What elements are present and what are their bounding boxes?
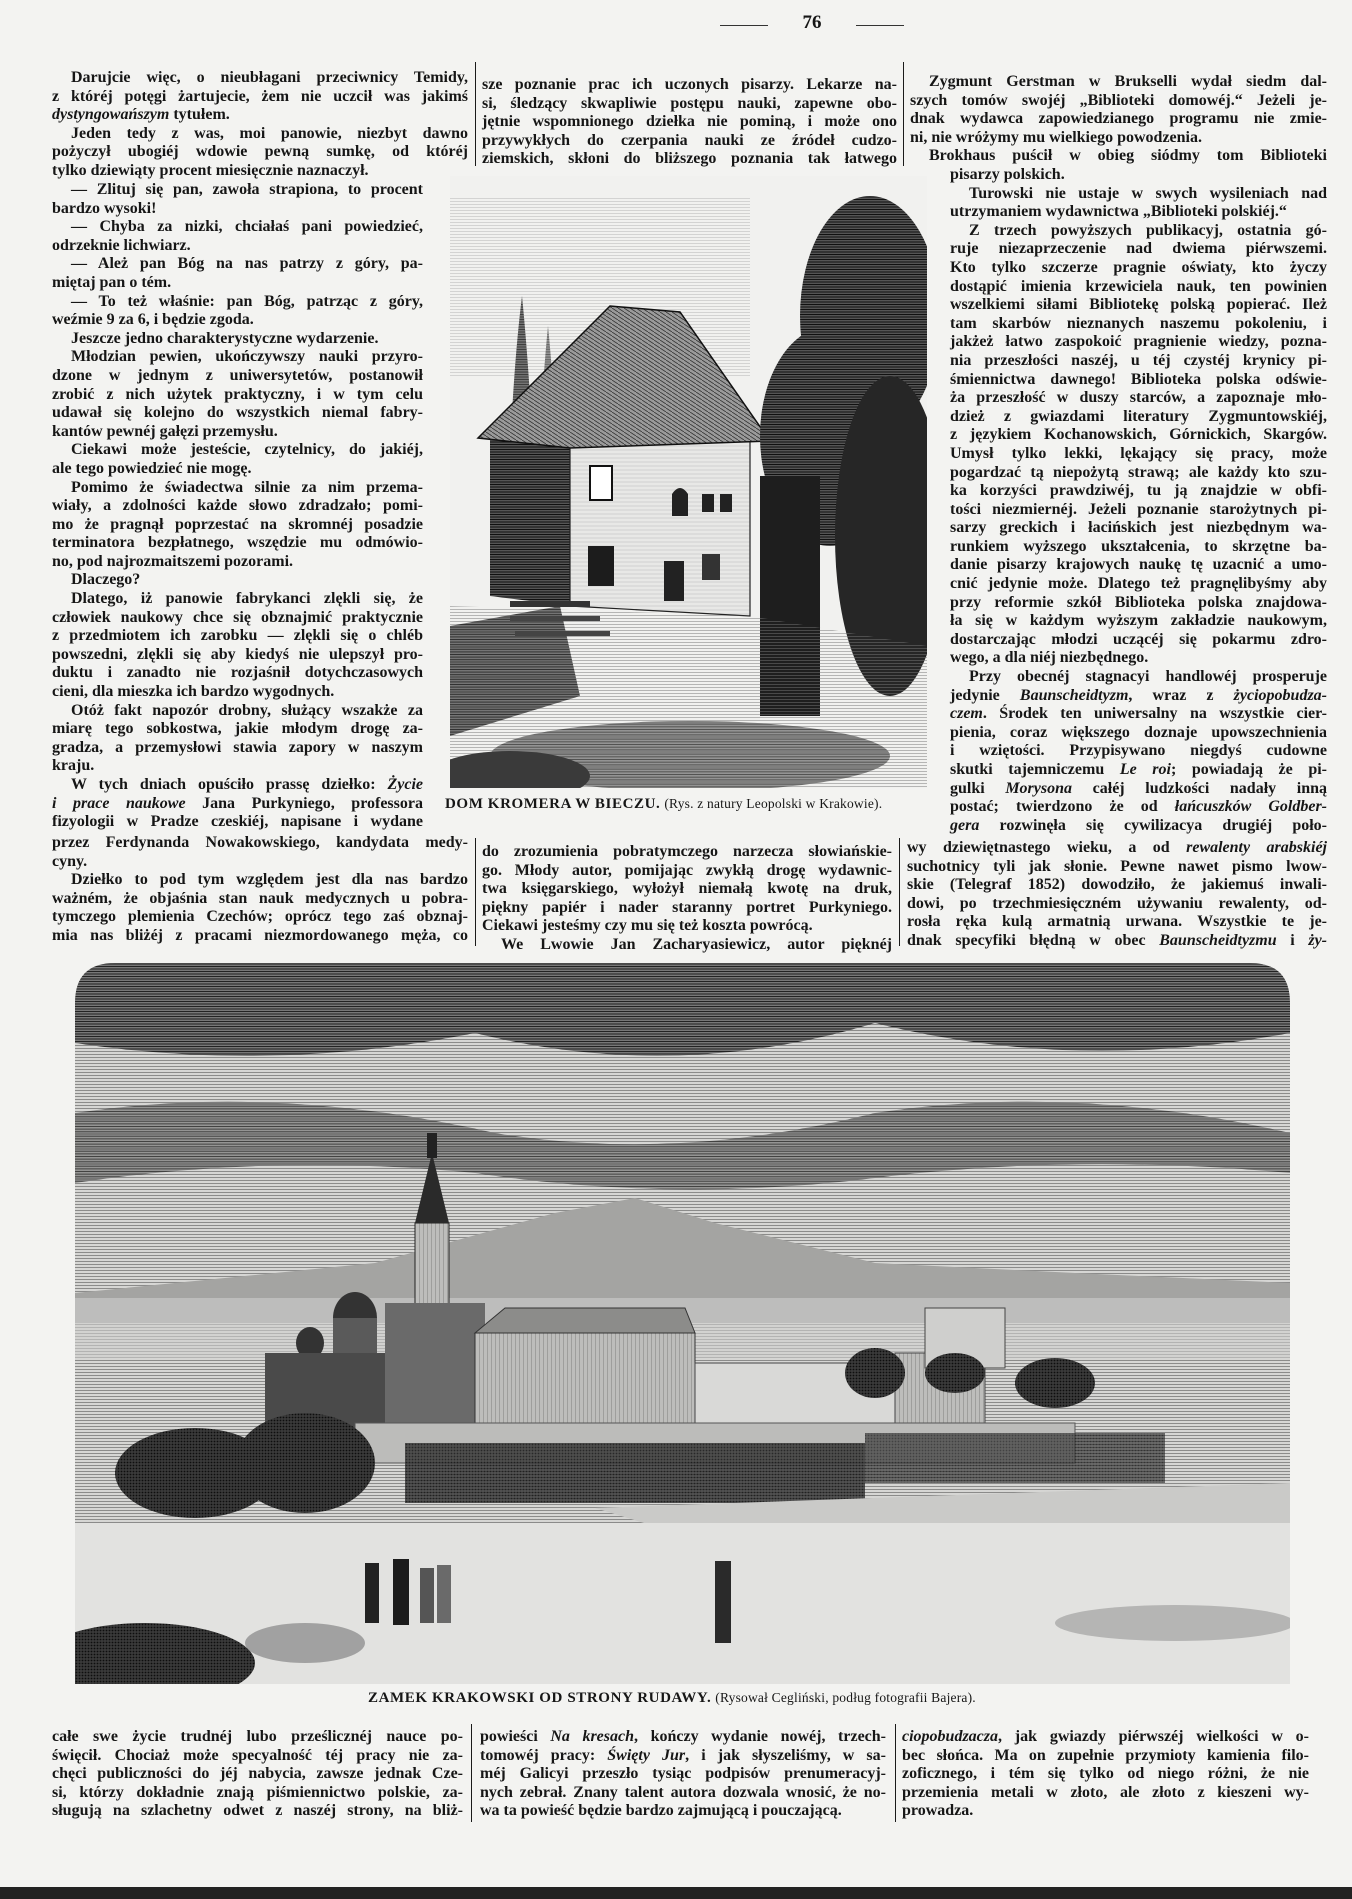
text-line: [902, 1747, 1309, 1766]
text-run: sze poznanie prac ich uczonych pisarzy. Lekarze na-: [482, 76, 897, 93]
text-run: Kto tylko szczerze pragnie oświaty, kto życzy: [950, 258, 1327, 276]
text-line: [52, 534, 423, 553]
text-line: [52, 311, 423, 330]
castle-engraving: [75, 963, 1290, 1684]
italic-text: życiopobudza-: [1233, 686, 1327, 704]
text-run: Młodzian pewien, ukończywszy nauki przyro-: [71, 348, 423, 366]
scan-edge: [0, 1887, 1352, 1899]
text-line: [907, 876, 1327, 895]
italic-text: i prace naukowe: [52, 794, 186, 812]
text-line: [52, 683, 423, 702]
text-run: tytułem.: [169, 106, 230, 124]
text-run: ża przeszłość w duszy starców, a zapoznaje mło-: [950, 389, 1327, 407]
text-line: [907, 839, 1327, 858]
text-run: , jak gwiazdy piérwszéj wielkości w o-: [998, 1728, 1309, 1745]
text-line: [52, 143, 468, 162]
text-line: [950, 352, 1327, 371]
text-line: [950, 259, 1327, 278]
page-number: 76: [802, 12, 822, 33]
text-line: [482, 843, 892, 862]
text-line: [52, 795, 423, 814]
text-run: skutki tajemniczemu: [950, 761, 1120, 778]
text-line: [52, 720, 423, 739]
text-run: jętnie wspomnionego dziełka nie pominą, i może ono: [482, 113, 897, 131]
text-line: [950, 687, 1327, 706]
text-run: Dlaczego?: [71, 571, 141, 589]
text-run: Ciekawi może jesteście, czytelnicy, do jakiéj,: [71, 441, 423, 459]
text-run: . Środek ten uniwersalny na wszystkie cier-: [982, 705, 1327, 723]
text-run: sługują na szlachetny odwet z naszéj strony, na bliż-: [52, 1802, 463, 1820]
text-line: [950, 649, 1327, 668]
text-run: bardzo wysoki!: [52, 199, 157, 217]
text-run: pożyczył ubogiéj wdowie pewną sumkę, od któréj: [52, 143, 468, 161]
text-run: We Lwowie Jan Zacharyasiewicz, autor pięknéj: [501, 935, 892, 953]
text-run: gradza, a przemysłowi stawia zapory w naszym: [52, 738, 423, 756]
text-line: [950, 389, 1327, 408]
text-run: tylko dziewiąty procent miesięcznie naznaczył.: [52, 161, 369, 179]
text-run: tam skarbów nieznanych naszemu pokoleniu, i: [950, 314, 1327, 332]
text-line: [902, 1802, 1309, 1821]
text-run: Jana Purkyniego, professora: [185, 794, 423, 812]
text-run: mia nas bliżéj z pracami niezmordowanego męża, co: [52, 926, 468, 944]
text-run: , wraz z: [1128, 686, 1234, 704]
text-run: dostąpić imienia krzewiciela nauk, ten powinien: [950, 277, 1327, 295]
column-divider: [475, 838, 476, 946]
text-run: i: [1276, 931, 1309, 949]
text-line: [950, 538, 1327, 557]
text-run: cieni, dla mieszka ich bardzo wygodnych.: [52, 683, 335, 701]
text-line: [480, 1728, 886, 1747]
text-line: [482, 899, 892, 918]
text-run: miarę tego sobkostwa, jakie młodym drogę za-: [52, 720, 423, 738]
text-run: — To też właśnie: pan Bóg, patrząc z góry,: [71, 292, 423, 310]
text-run: skie (Telegraf 1852) dowodziło, że jakiemuś inwali-: [907, 876, 1327, 894]
text-line: [52, 1802, 463, 1821]
text-line: [52, 274, 423, 293]
text-run: człowiek naukowy chce się obznajmić praktycznie: [52, 608, 423, 626]
text-run: pisarzy polskich.: [950, 166, 1065, 183]
text-line: [52, 255, 423, 274]
text-line: [52, 609, 423, 628]
text-run: jedynie: [950, 686, 1020, 704]
text-line: [52, 441, 423, 460]
text-run: Ciekawi jesteśmy czy mu się też koszta powrócą.: [482, 917, 813, 935]
text-line: [910, 92, 1327, 111]
text-run: postać; twierdzono że od: [950, 798, 1175, 816]
text-run: — Zlituj się pan, zawoła strapiona, to procent: [71, 181, 423, 198]
text-line: [52, 813, 423, 832]
text-line: [52, 460, 423, 479]
text-line: [52, 908, 468, 927]
text-line: [482, 95, 897, 114]
text-line: [950, 296, 1327, 315]
text-run: Umysł tylko lekki, lękający się pracy, może: [950, 444, 1327, 462]
text-line: [950, 798, 1327, 817]
text-line: [482, 113, 897, 132]
italic-text: dystyngowańszym: [52, 106, 170, 124]
text-run: rosła ręka kulą armatnią urwana. Wszystkie te je-: [907, 913, 1327, 931]
castle-caption-title: ZAMEK KRAKOWSKI OD STRONY RUDAWY.: [368, 1690, 712, 1706]
text-line: [52, 386, 423, 405]
text-line: [482, 917, 892, 936]
text-line: [950, 185, 1327, 204]
text-run: do zrozumienia pobratymczego narzecza słowiańskie-: [482, 843, 892, 860]
text-line: [950, 408, 1327, 427]
italic-text: gera: [950, 816, 980, 834]
text-line: [52, 69, 468, 88]
text-run: suchotnicy tyli jak słonie. Pewne nawet pismo lwow-: [907, 857, 1327, 875]
text-run: Zygmunt Gerstman w Brukselli wydał siedm dal-: [929, 73, 1327, 90]
house-engraving: [450, 176, 927, 788]
text-line: [480, 1747, 886, 1766]
text-run: przemienia metali w złoto, ale złoto z kieszeni wy-: [902, 1783, 1309, 1801]
text-run: , kończy wydanie nowéj, trzech-: [634, 1728, 886, 1745]
text-line: [52, 200, 423, 219]
text-run: zrobić z nich użytek praktyczny, i w tym celu: [52, 385, 423, 403]
text-line: [52, 348, 423, 367]
text-line: [52, 1784, 463, 1803]
text-run: nia przeszłości naszéj, u téj czystéj krynicy pi-: [950, 351, 1327, 369]
text-run: wy dziewiętnastego wieku, a od: [907, 839, 1187, 856]
text-line: [902, 1728, 1309, 1747]
text-run: danie pisarzy krajowych naukę tę uzacnić a umo-: [950, 556, 1327, 574]
text-line: [52, 293, 423, 312]
text-line: [52, 853, 468, 872]
text-run: weźmie 9 za 6, i będzie zgoda.: [52, 311, 254, 329]
text-line: [950, 445, 1327, 464]
text-line: [950, 464, 1327, 483]
text-run: twa księgarskiego, wyłożył niemałą kwotę na druk,: [482, 880, 892, 898]
text-run: Darujcie więc, o nieubłagani przeciwnicy Temidy,: [71, 69, 468, 86]
text-run: udawał się kolejno do wszystkich niemal fabry-: [52, 404, 423, 422]
text-run: piękny papiér i nader staranny portret Purkyniego.: [482, 898, 892, 916]
text-line: [910, 129, 1327, 148]
text-run: Jeszcze jedno charakterystyczne wydarzenie.: [71, 329, 379, 347]
text-line: [52, 627, 423, 646]
column-3-top: [910, 73, 1327, 166]
text-line: [907, 913, 1327, 932]
text-run: pogardzać tą niepożytą strawą; ale każdy kto szu-: [950, 463, 1327, 481]
text-line: [52, 181, 423, 200]
bottom-column-3: [902, 1728, 1309, 1821]
column-1-top: [52, 69, 468, 181]
text-run: wego, a dla niéj niezbędnego.: [950, 649, 1149, 667]
text-run: z któréj potęgi żartujecie, żem nie uczcił was jakimś: [52, 87, 468, 105]
text-run: Z trzech powyższych publikacyj, ostatnia gó-: [969, 221, 1327, 239]
text-run: ruje niezaprzeczenie nad dwiema piérwszemi.: [950, 240, 1327, 258]
text-run: dnak specyfiki błędną w obec: [907, 931, 1160, 949]
text-run: duktu i zanadto nie rozjaśnił dotychczasowych: [52, 664, 423, 682]
text-run: pienia, coraz większego doznaje upowszechnienia: [950, 723, 1327, 741]
text-line: [950, 166, 1327, 185]
text-run: i wziętości. Przypisywano niegdyś cudowne: [950, 742, 1327, 760]
text-line: [52, 1747, 463, 1766]
text-run: przy reformie szkół Biblioteka polska znajdowa-: [950, 593, 1327, 611]
italic-text: czem: [950, 705, 983, 723]
text-run: z przedmiotem ich zarobku — zlękli się o chléb: [52, 627, 423, 645]
italic-text: ciopobudzacza: [902, 1728, 998, 1745]
text-run: zoficznego, i tém się tylko od niego różni, że nie: [902, 1765, 1309, 1783]
text-run: utrzymaniem wydawnictwa „Biblioteki polskiéj.“: [950, 203, 1287, 221]
text-run: méj Galicyi przeszło tysiąc podpisów prenumeracyj-: [480, 1765, 886, 1783]
text-line: [910, 110, 1327, 129]
column-divider: [899, 838, 900, 946]
text-run: ziemskich, skłoni do bliższego poznania tak łatwego: [482, 150, 897, 168]
text-line: [950, 240, 1327, 259]
column-3-bottom: [907, 839, 1327, 951]
text-line: [482, 862, 892, 881]
text-run: dzone w jednym z uniwersytetów, postanowił: [52, 366, 423, 384]
text-line: [907, 895, 1327, 914]
text-line: [907, 858, 1327, 877]
text-run: szych tomów swojéj „Biblioteki domowéj.“ Jeżeli je-: [910, 91, 1327, 109]
text-line: [52, 88, 468, 107]
text-line: [52, 664, 423, 683]
column-2-bottom: [482, 843, 892, 955]
text-line: [52, 497, 423, 516]
text-line: [52, 367, 423, 386]
text-line: [950, 594, 1327, 613]
header-rule-right: [856, 25, 904, 26]
italic-text: Baunscheidtyzm: [1019, 686, 1129, 704]
text-run: ka korzyści prawdziwéj, tu ją znajdzie w obfi-: [950, 482, 1327, 500]
text-line: [52, 330, 423, 349]
text-run: powszedni, zlękli się aby kiedyś nie ulepszył pro-: [52, 645, 423, 663]
castle-caption: [368, 1690, 976, 1707]
text-run: dowi, po trzechmiesięczném używaniu rewalenty, od-: [907, 894, 1327, 912]
text-line: [950, 315, 1327, 334]
text-line: [907, 932, 1327, 951]
text-line: [52, 927, 468, 946]
castle-caption-credit: (Rysował Cegliński, podług fotografii Bajera).: [715, 1690, 976, 1705]
text-line: [950, 761, 1327, 780]
text-line: [950, 575, 1327, 594]
text-line: [482, 76, 897, 95]
text-line: [910, 147, 1327, 166]
text-line: [52, 776, 423, 795]
column-1-bottom: [52, 834, 468, 946]
house-caption-credit: (Rys. z natury Leopolski w Krakowie).: [664, 796, 883, 811]
text-line: [950, 724, 1327, 743]
text-run: ła się w każdym wyższym zakładzie naukowym,: [950, 612, 1327, 630]
text-line: [950, 222, 1327, 241]
text-run: sarzy greckich i łacińskich jest niezbędnym wa-: [950, 519, 1327, 537]
text-run: W tych dniach opuściło prassę dziełko:: [71, 776, 388, 793]
text-line: [52, 404, 423, 423]
text-line: [52, 106, 468, 125]
text-line: [950, 631, 1327, 650]
text-run: jakżeż łatwo zaspokoić pragnienie wiedzy, pozna-: [950, 333, 1327, 351]
text-run: gulki: [950, 779, 1006, 797]
text-run: Dziełko to pod tym względem jest dla nas bardzo: [71, 871, 468, 889]
text-line: [482, 150, 897, 169]
text-run: — Ależ pan Bóg na nas patrzy z góry, pa-: [71, 255, 423, 273]
column-1-middle: [52, 181, 423, 832]
text-line: [52, 218, 423, 237]
text-line: [950, 203, 1327, 222]
bottom-column-2: [480, 1728, 886, 1821]
text-line: [52, 757, 423, 776]
italic-text: Le roi: [1119, 761, 1171, 778]
text-line: [910, 73, 1327, 92]
text-line: [950, 780, 1327, 799]
text-line: [52, 479, 423, 498]
text-line: [52, 702, 423, 721]
bottom-column-1: [52, 1728, 463, 1821]
column-divider: [903, 62, 904, 166]
text-run: go. Młody autor, pomijając zwykłą drogę wydawnic-: [482, 861, 892, 879]
text-run: całéj ludzkości nadały inną: [1072, 779, 1328, 797]
column-3-middle: [950, 166, 1327, 835]
text-run: z językiem Kochanowskich, Górnickich, Skargów.: [950, 426, 1327, 444]
text-line: [52, 162, 468, 181]
italic-text: Życie: [387, 776, 423, 793]
text-line: [52, 125, 468, 144]
italic-text: łańcuszków Goldber-: [1174, 798, 1327, 816]
foreground-ground: [75, 1523, 1290, 1684]
text-run: miętaj pan o tém.: [52, 273, 172, 291]
text-run: odrzeknie lichwiarz.: [52, 236, 191, 254]
italic-text: Baunscheidtyzmu: [1159, 931, 1277, 949]
text-run: dzież z gwiazdami literatury Zygmuntowskiéj,: [950, 407, 1327, 425]
italic-text: rewalenty arabskiéj: [1186, 839, 1327, 856]
text-line: [480, 1802, 886, 1821]
text-line: [52, 1728, 463, 1747]
column-divider: [475, 62, 476, 166]
text-line: [52, 834, 468, 853]
text-run: kantów pewnéj gałęzi przemysłu.: [52, 422, 278, 440]
text-line: [950, 612, 1327, 631]
text-line: [52, 590, 423, 609]
text-run: ni, nie wróżymy mu wielkiego powodzenia.: [910, 128, 1202, 146]
text-run: ale tego powiedzieć nie mogę.: [52, 459, 252, 477]
text-line: [482, 936, 892, 955]
text-line: [52, 871, 468, 890]
text-run: Przy obecnéj stagnacyi handlowéj prosperuje: [969, 668, 1327, 686]
text-run: tomowéj pracy:: [480, 1746, 608, 1764]
house-caption-title: DOM KROMERA W BIECZU.: [445, 796, 661, 812]
text-run: wszelkiemi siłami Bibliotekę polską popierać. Ileż: [950, 296, 1327, 314]
text-run: runkiem wyższego ukształcenia, to skrzętne ba-: [950, 537, 1327, 555]
text-line: [950, 556, 1327, 575]
text-run: prowadza.: [902, 1802, 974, 1820]
text-line: [482, 132, 897, 151]
text-run: nych zebrał. Znany talent autora dozwala wnosić, że no-: [480, 1783, 886, 1801]
text-run: rozwinęła się cywilizacya drugiéj poło-: [979, 816, 1327, 834]
text-run: święcił. Chociaż może specyalność téj pracy nie za-: [52, 1746, 463, 1764]
text-line: [950, 705, 1327, 724]
text-run: śmiennictwa dawnego! Biblioteka polska odświe-: [950, 370, 1327, 388]
text-line: [902, 1765, 1309, 1784]
text-line: [52, 553, 423, 572]
text-line: [52, 739, 423, 758]
text-run: Turowski nie ustaje w swych wysileniach nad: [969, 184, 1327, 202]
text-run: fizyologii w Pradze czeskiéj, napisane i wydane: [52, 813, 423, 831]
text-run: bec słońca. Ma on zupełnie przymioty kamienia filo-: [902, 1746, 1309, 1764]
text-run: kraju.: [52, 757, 95, 775]
text-run: ważném, że objaśnia stan nauk medycznych u pobra-: [52, 889, 468, 907]
text-line: [950, 742, 1327, 761]
text-run: przez Ferdynanda Nowakowskiego, kandydata medy-: [52, 834, 468, 851]
house-caption: [445, 796, 882, 813]
text-line: [950, 278, 1327, 297]
text-run: dnak wydawca zapowiedzianego programu nie zmie-: [910, 110, 1327, 128]
text-run: wiały, a zdolności każde słowo zdradzało; pomi-: [52, 497, 423, 515]
text-line: [52, 890, 468, 909]
text-line: [52, 1765, 463, 1784]
text-line: [950, 817, 1327, 836]
text-run: całe swe życie trudnéj lubo prześlicznéj nauce po-: [52, 1728, 463, 1745]
text-line: [950, 519, 1327, 538]
italic-text: ży-: [1308, 931, 1327, 949]
text-run: tości niezmiernéj. Jeżeli poznanie starożytnych pi-: [950, 500, 1327, 518]
text-line: [480, 1765, 886, 1784]
text-run: Otóż fakt napozór drobny, służący wszakże za: [71, 701, 423, 719]
text-run: no, pod najrozmaitszemi pozorami.: [52, 552, 294, 570]
text-run: cnić jedynie może. Dlatego też pragnęlibyśmy aby: [950, 575, 1327, 593]
text-run: terminatora bezpłatnego, wszędzie mu odmówio-: [52, 534, 423, 552]
text-run: mo że pragnął poprzestać na skromnéj posadzie: [52, 515, 423, 533]
italic-text: Na kresach: [550, 1728, 635, 1745]
text-run: tymczego plemienia Czechów; oprócz tego zaś obznaj-: [52, 908, 468, 926]
text-run: Pomimo że świadectwa silnie za nim przema-: [71, 478, 423, 496]
text-run: si, którzy dokładnie znają piśmiennictwo polskie, za-: [52, 1783, 463, 1801]
text-line: [950, 333, 1327, 352]
text-line: [950, 668, 1327, 687]
text-line: [902, 1784, 1309, 1803]
text-line: [52, 237, 423, 256]
text-run: wa ta powieść będzie bardzo zajmującą i pouczającą.: [480, 1802, 842, 1820]
text-run: Brokhaus puścił w obieg siódmy tom Biblioteki: [929, 147, 1327, 165]
text-line: [482, 880, 892, 899]
text-line: [950, 501, 1327, 520]
text-run: si, śledzący skwapliwie postępu nauki, zapewne obo-: [482, 94, 897, 112]
italic-text: Święty Jur: [607, 1746, 686, 1764]
text-line: [52, 516, 423, 535]
text-line: [52, 571, 423, 590]
text-line: [52, 423, 423, 442]
text-line: [950, 482, 1327, 501]
text-run: ; powiadają że pi-: [1170, 761, 1327, 778]
column-2-top: [482, 76, 897, 169]
header-rule-left: [720, 25, 768, 26]
column-divider: [895, 1724, 896, 1822]
text-run: powieści: [480, 1728, 551, 1745]
text-line: [480, 1784, 886, 1803]
column-divider: [471, 1724, 472, 1822]
text-run: dostarczając młodzi uczącéj się pokarmu zdro-: [950, 630, 1327, 648]
text-line: [52, 646, 423, 665]
text-run: Dlatego, iż panowie fabrykanci zlękli się, że: [71, 590, 423, 608]
text-run: , i jak słyszeliśmy, w sa-: [685, 1746, 886, 1764]
text-run: — Chyba za nizki, chciałaś pani powiedzieć,: [71, 218, 423, 236]
text-run: Jeden tedy z was, moi panowie, niezbyt dawno: [71, 124, 468, 142]
italic-text: Morysona: [1005, 779, 1073, 797]
text-line: [950, 371, 1327, 390]
text-run: chęci publiczności do jéj nabycia, zawsze jednak Cze-: [52, 1765, 463, 1783]
text-run: przywykłych do czerpania nauki ze źródeł cudzo-: [482, 131, 897, 149]
text-run: cyny.: [52, 852, 88, 870]
text-line: [950, 426, 1327, 445]
